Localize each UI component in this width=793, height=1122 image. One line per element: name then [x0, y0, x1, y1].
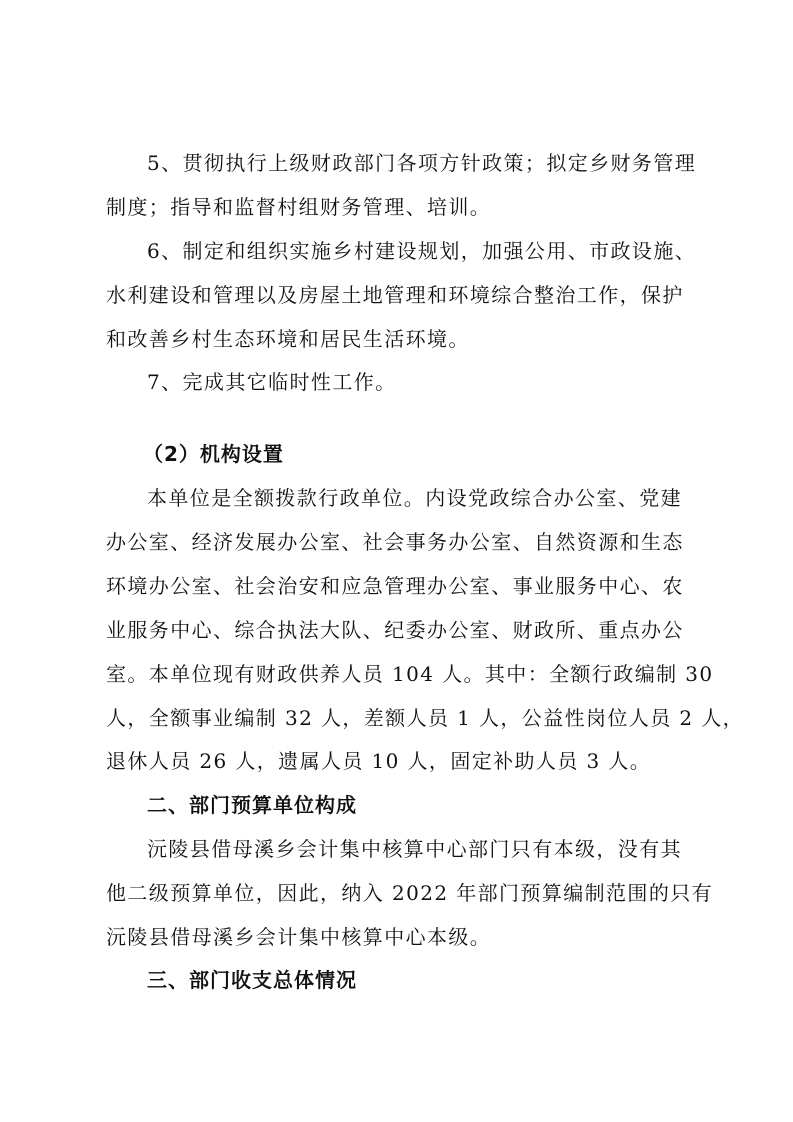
item5-line1: 5、贯彻执行上级财政部门各项方针政策；拟定乡财务管理: [147, 151, 697, 175]
item6-line2: 水利建设和管理以及房屋土地管理和环境综合整治工作，保护: [106, 283, 684, 307]
item5-line2: 制度；指导和监督村组财务管理、培训。: [106, 195, 492, 219]
org-line-7: 退休人员 26 人，遗属人员 10 人，固定补助人员 3 人。: [106, 749, 652, 773]
org-line-4: 业服务中心、综合执法大队、纪委办公室、财政所、重点办公: [106, 618, 684, 642]
org-line-1: 本单位是全额拨款行政单位。内设党政综合办公室、党建: [147, 486, 682, 510]
section-three-heading: 三、部门收支总体情况: [147, 968, 357, 992]
section-two-line-3: 沅陵县借母溪乡会计集中核算中心本级。: [106, 925, 492, 949]
item7-line1: 7、完成其它临时性工作。: [147, 370, 397, 394]
section-two-line-1: 沅陵县借母溪乡会计集中核算中心部门只有本级，没有其: [147, 837, 682, 861]
item6-line1: 6、制定和组织实施乡村建设规划，加强公用、市政设施、: [147, 239, 697, 263]
org-line-3: 环境办公室、社会治安和应急管理办公室、事业服务中心、农: [106, 574, 684, 598]
section-org-heading: （2）机构设置: [143, 442, 284, 466]
item6-line3: 和改善乡村生态环境和居民生活环境。: [106, 327, 470, 351]
section-two-heading: 二、部门预算单位构成: [147, 793, 357, 817]
section-two-line-2: 他二级预算单位，因此，纳入 2022 年部门预算编制范围的只有: [106, 881, 714, 905]
org-line-6: 人，全额事业编制 32 人，差额人员 1 人，公益性岗位人员 2 人，: [106, 706, 745, 730]
org-line-2: 办公室、经济发展办公室、社会事务办公室、自然资源和生态: [106, 530, 684, 554]
org-line-5: 室。本单位现有财政供养人员 104 人。其中：全额行政编制 30: [106, 662, 714, 686]
